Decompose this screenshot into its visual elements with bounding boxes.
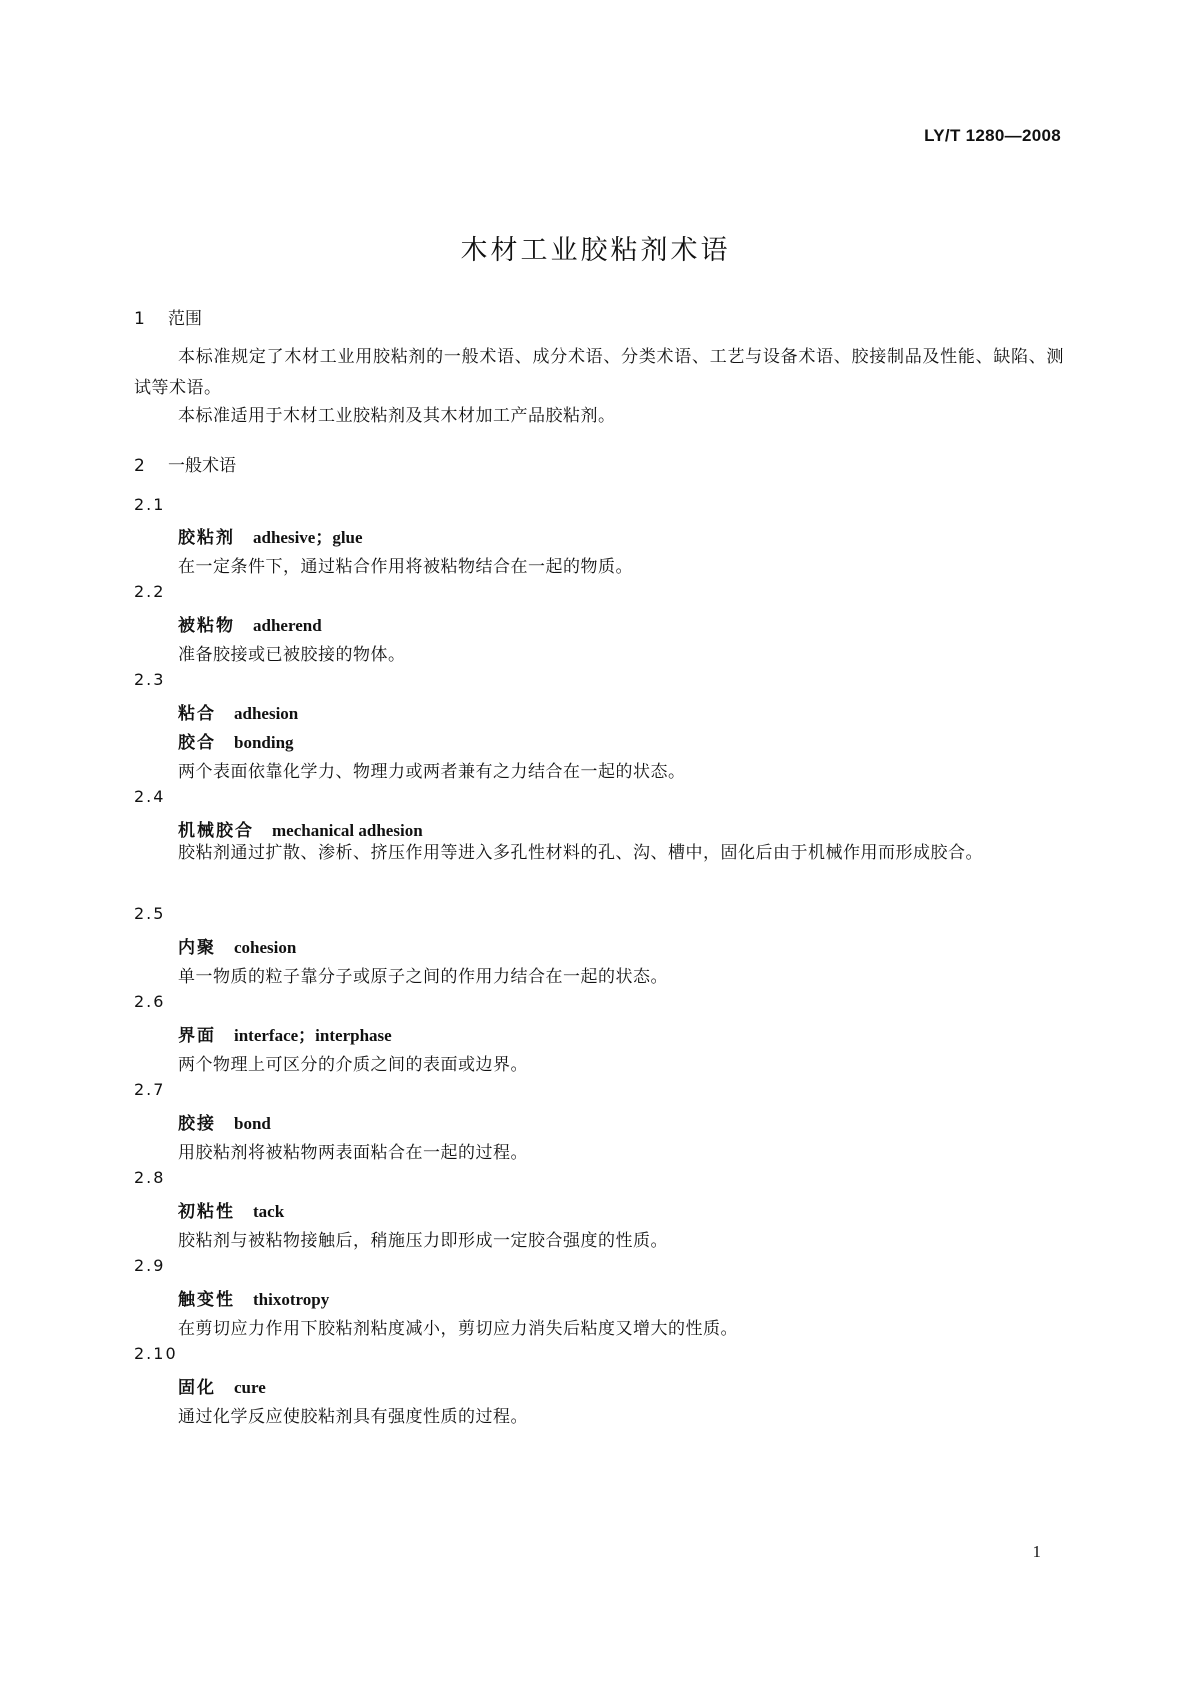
term-zh: 界面 — [178, 1026, 216, 1046]
term-number: 2.6 — [134, 992, 166, 1011]
term-number: 2.1 — [134, 495, 166, 514]
term-zh: 内聚 — [178, 938, 216, 958]
section-heading-general-terms — [134, 451, 1064, 476]
term-zh: 粘合 — [178, 704, 216, 724]
term-number: 2.5 — [134, 904, 166, 923]
term-en: adherend — [253, 616, 322, 635]
term-title — [134, 699, 1108, 724]
term-zh: 胶粘剂 — [178, 528, 235, 548]
term-en: interface；interphase — [234, 1026, 392, 1045]
term-number: 2.2 — [134, 582, 166, 601]
scope-paragraph-1: 本标准规定了木材工业用胶粘剂的一般术语、成分术语、分类术语、工艺与设备术语、胶接制品及性能、缺陷、测试等术语。 — [134, 347, 1064, 398]
term-title — [134, 1285, 1108, 1310]
term-title — [134, 1373, 1108, 1398]
term-en: bonding — [234, 733, 294, 752]
term-number: 2.8 — [134, 1168, 166, 1187]
term-number: 2.3 — [134, 670, 166, 689]
term-title-synonym — [134, 728, 1108, 753]
term-definition: 胶粘剂与被粘物接触后，稍施压力即形成一定胶合强度的性质。 — [178, 1231, 668, 1251]
section-title: 范围 — [168, 309, 202, 329]
term-en: cure — [234, 1378, 266, 1397]
section-title: 一般术语 — [168, 456, 236, 476]
term-zh: 胶接 — [178, 1114, 216, 1134]
section-heading-scope — [134, 304, 1064, 329]
term-definition: 在一定条件下，通过粘合作用将被粘物结合在一起的物质。 — [178, 557, 633, 577]
term-en: mechanical adhesion — [272, 821, 423, 840]
term-title — [134, 1109, 1108, 1134]
term-zh: 初粘性 — [178, 1202, 235, 1222]
term-definition: 在剪切应力作用下胶粘剂粘度减小，剪切应力消失后粘度又增大的性质。 — [178, 1319, 738, 1339]
term-en: tack — [253, 1202, 285, 1221]
term-zh: 被粘物 — [178, 616, 235, 636]
term-en: bond — [234, 1114, 271, 1133]
standard-code: LY/T 1280—2008 — [924, 126, 1061, 145]
term-number: 2.10 — [134, 1344, 178, 1363]
page-number: 1 — [1032, 1542, 1041, 1561]
document-title: 木材工业胶粘剂术语 — [460, 235, 731, 266]
term-title — [134, 611, 1108, 636]
term-definition: 用胶粘剂将被粘物两表面粘合在一起的过程。 — [178, 1143, 528, 1163]
term-title — [134, 933, 1108, 958]
term-zh: 机械胶合 — [178, 821, 254, 841]
term-definition: 单一物质的粒子靠分子或原子之间的作用力结合在一起的状态。 — [178, 967, 668, 987]
term-definition: 准备胶接或已被胶接的物体。 — [178, 645, 406, 665]
term-number: 2.9 — [134, 1256, 166, 1275]
term-title — [134, 523, 1108, 548]
term-title — [134, 1197, 1108, 1222]
term-definition: 胶粘剂通过扩散、渗析、挤压作用等进入多孔性材料的孔、沟、槽中，固化后由于机械作用而形成胶合。 — [178, 843, 983, 863]
term-title — [134, 1021, 1108, 1046]
term-zh: 胶合 — [178, 733, 216, 753]
term-en: cohesion — [234, 938, 297, 957]
term-number: 2.4 — [134, 787, 166, 806]
term-en: adhesive；glue — [253, 528, 363, 547]
term-zh: 触变性 — [178, 1290, 235, 1310]
term-definition: 两个物理上可区分的介质之间的表面或边界。 — [178, 1055, 528, 1075]
term-zh: 固化 — [178, 1378, 216, 1398]
term-definition: 通过化学反应使胶粘剂具有强度性质的过程。 — [178, 1407, 528, 1427]
term-en: adhesion — [234, 704, 299, 723]
section-number: 2 — [134, 456, 145, 476]
term-number: 2.7 — [134, 1080, 166, 1099]
term-en: thixotropy — [253, 1290, 330, 1309]
term-definition: 两个表面依靠化学力、物理力或两者兼有之力结合在一起的状态。 — [178, 762, 686, 782]
section-number: 1 — [134, 309, 145, 329]
scope-paragraph-2: 本标准适用于木材工业胶粘剂及其木材加工产品胶粘剂。 — [178, 406, 616, 426]
